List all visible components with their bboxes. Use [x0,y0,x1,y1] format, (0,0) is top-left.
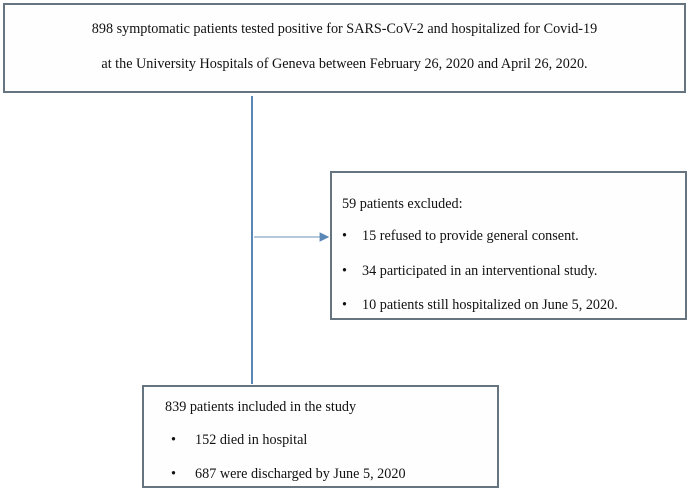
enrollment-box [3,3,686,93]
exclusion-heading: 59 patients excluded: [342,196,463,212]
bullet-icon: • [342,263,347,279]
exclusion-item-text: 10 patients still hospitalized on June 5, 2020. [362,297,618,313]
inclusion-box [142,385,499,488]
bullet-icon: • [171,466,176,482]
enrollment-line-2: at the University Hospitals of Geneva between February 26, 2020 and April 26, 2020. [101,56,588,72]
exclusion-item-text: 15 refused to provide general consent. [362,228,579,244]
bullet-icon: • [171,432,176,448]
inclusion-heading: 839 patients included in the study [165,399,357,415]
exclusion-box [330,171,687,320]
exclusion-item-text: 34 participated in an interventional study. [362,263,598,279]
inclusion-item-text: 687 were discharged by June 5, 2020 [195,466,406,482]
bullet-icon: • [342,297,347,313]
enrollment-line-1: 898 symptomatic patients tested positive for SARS-CoV-2 and hospitalized for Covid-19 [91,21,598,37]
bullet-icon: • [342,228,347,244]
inclusion-item-text: 152 died in hospital [195,432,308,448]
